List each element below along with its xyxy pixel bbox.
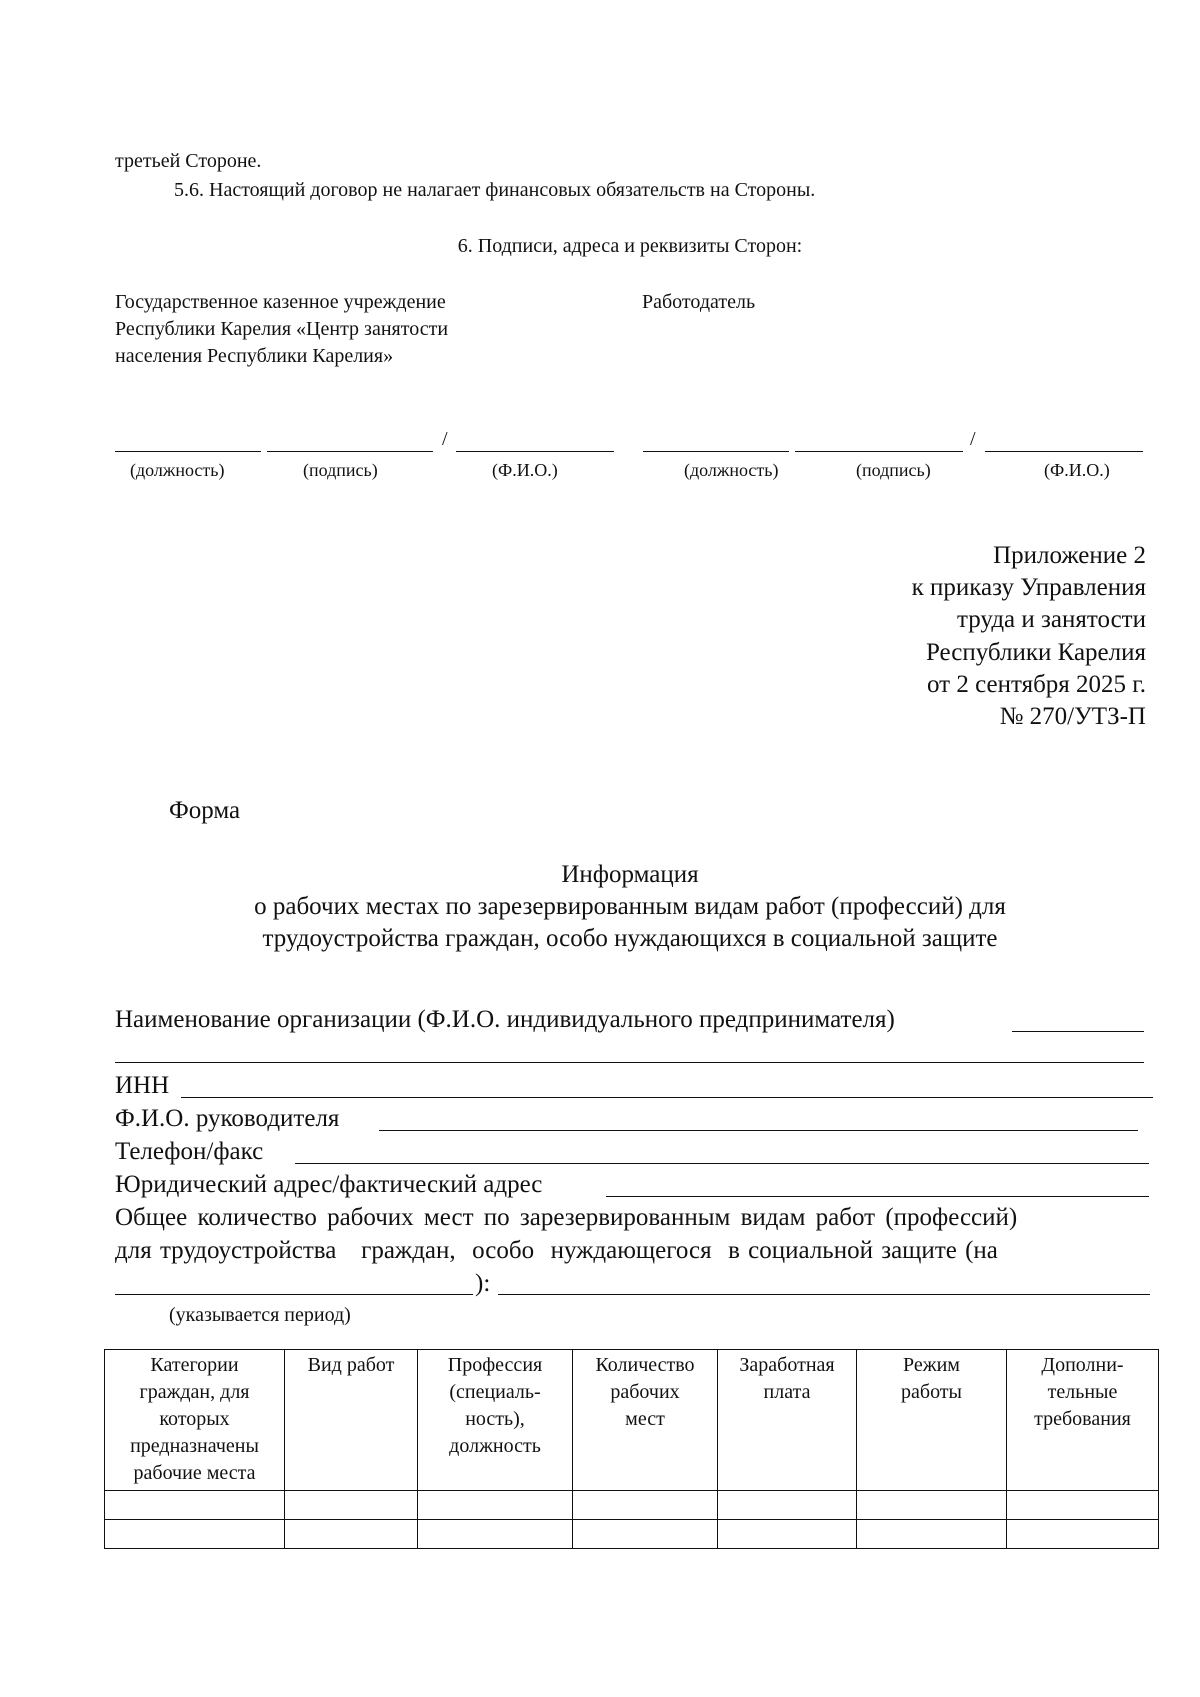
left-slash: / [442, 428, 448, 450]
field-total-close: ): [475, 1270, 491, 1297]
appendix-line-1: Приложение 2 [993, 542, 1146, 569]
table-cell[interactable] [718, 1520, 857, 1549]
table-cell[interactable] [418, 1520, 573, 1549]
field-org-name-label: Наименование организации (Ф.И.О. индивидуального предпринимателя) [115, 1006, 895, 1033]
field-head-name-line[interactable] [379, 1130, 1138, 1131]
field-total-line-1: Общее количество рабочих мест по зарезервированным видам работ (профессий) [115, 1204, 1018, 1231]
table-row [105, 1491, 1159, 1520]
header-requirements: Дополни- тельные требования [1007, 1350, 1159, 1491]
field-period-line[interactable] [115, 1294, 473, 1295]
right-caption-signature: (подпись) [856, 460, 931, 480]
left-party-line-3: населения Республики Карелия» [115, 345, 394, 367]
table-cell[interactable] [573, 1491, 718, 1520]
left-position-line [115, 451, 261, 452]
table-cell[interactable] [285, 1520, 418, 1549]
title-line-2: о рабочих местах по зарезервированным видам работ (профессий) для [254, 893, 1006, 920]
right-slash: / [970, 428, 976, 450]
table-cell[interactable] [1007, 1520, 1159, 1549]
header-workplace-count: Количество рабочих мест [573, 1350, 718, 1491]
table-cell[interactable] [857, 1520, 1007, 1549]
header-work-type: Вид работ [285, 1350, 418, 1491]
field-phone-label: Телефон/факс [115, 1138, 264, 1165]
appendix-line-4: Республики Карелия [925, 639, 1146, 666]
field-inn-label: ИНН [115, 1072, 170, 1099]
right-name-line [985, 451, 1143, 452]
left-party-line-1: Государственное казенное учреждение [115, 291, 446, 313]
right-signature-line [795, 451, 963, 452]
header-profession: Профессия (специаль- ность), должность [418, 1350, 573, 1491]
right-caption-position: (должность) [684, 460, 779, 480]
left-caption-signature: (подпись) [303, 460, 378, 480]
workplaces-table [104, 1349, 1159, 1549]
field-address-line[interactable] [606, 1196, 1149, 1197]
table-cell[interactable] [285, 1491, 418, 1520]
right-caption-name: (Ф.И.О.) [1044, 460, 1110, 480]
field-head-name-label: Ф.И.О. руководителя [115, 1105, 340, 1132]
header-salary: Заработная плата [718, 1350, 857, 1491]
table-header-row [105, 1350, 1159, 1491]
header-work-schedule: Режим работы [857, 1350, 1007, 1491]
field-phone-line[interactable] [295, 1163, 1149, 1164]
title-line-1: Информация [561, 861, 699, 888]
table-cell[interactable] [418, 1491, 573, 1520]
field-total-count-line[interactable] [498, 1294, 1150, 1295]
table-cell[interactable] [105, 1520, 285, 1549]
section-6-title: 6. Подписи, адреса и реквизиты Сторон: [457, 235, 803, 257]
table-cell[interactable] [1007, 1491, 1159, 1520]
intro-line-1: третьей Стороне. [115, 150, 262, 172]
intro-clause-5-6: 5.6. Настоящий договор не налагает финансовых обязательств на Стороны. [174, 179, 816, 201]
period-note: (указывается период) [169, 1304, 351, 1326]
right-party-label: Работодатель [642, 291, 756, 313]
table-cell[interactable] [718, 1491, 857, 1520]
table-cell[interactable] [573, 1520, 718, 1549]
table-cell[interactable] [105, 1491, 285, 1520]
left-caption-name: (Ф.И.О.) [492, 460, 558, 480]
form-label: Форма [169, 797, 241, 824]
header-categories: Категории граждан, для которых предназначены рабочие места [105, 1350, 285, 1491]
appendix-line-3: труда и занятости [957, 606, 1146, 633]
field-total-line-2: для трудоустройства граждан, особо нуждающегося в социальной защите (на [115, 1237, 998, 1264]
field-org-name-line-1[interactable] [1012, 1031, 1144, 1032]
title-line-3: трудоустройства граждан, особо нуждающихся в социальной защите [262, 925, 998, 952]
left-name-line [456, 451, 614, 452]
left-signature-line [267, 451, 433, 452]
right-position-line [643, 451, 789, 452]
field-inn-line[interactable] [181, 1097, 1153, 1098]
field-address-label: Юридический адрес/фактический адрес [115, 1171, 543, 1198]
appendix-line-2: к приказу Управления [911, 574, 1146, 601]
table-row [105, 1520, 1159, 1549]
left-caption-position: (должность) [130, 460, 225, 480]
left-party-line-2: Республики Карелия «Центр занятости [115, 318, 449, 340]
field-org-name-line-2[interactable] [115, 1062, 1144, 1063]
appendix-line-6: № 270/УТЗ-П [999, 703, 1146, 730]
table-cell[interactable] [857, 1491, 1007, 1520]
appendix-line-5: от 2 сентября 2025 г. [927, 671, 1146, 698]
